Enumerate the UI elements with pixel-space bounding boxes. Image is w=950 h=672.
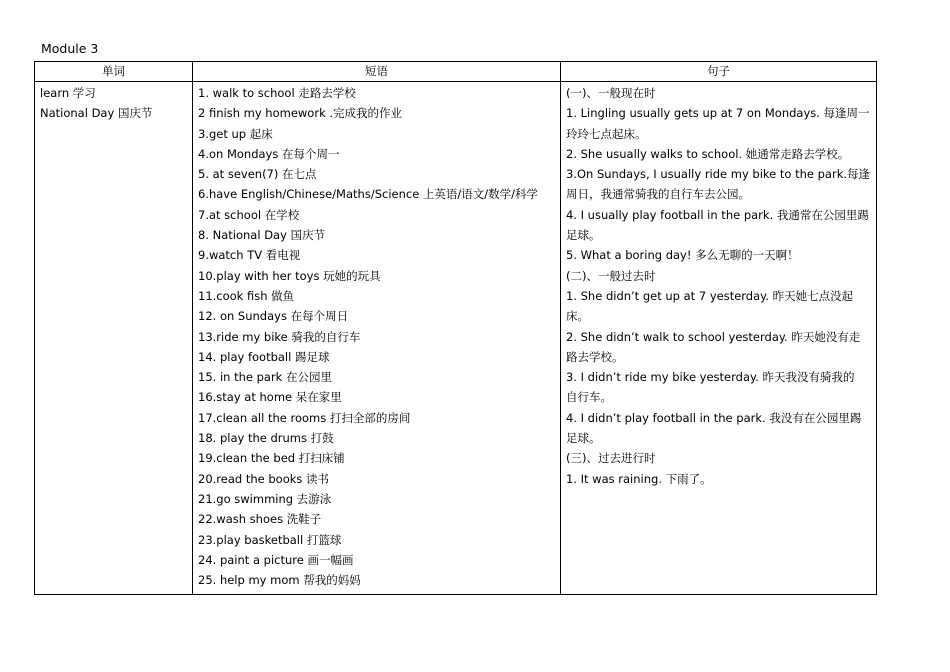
phrase-item: 3.get up 起床 [198,126,273,141]
word-item: learn 学习 [40,86,96,100]
phrase-item: 16.stay at home 呆在家里 [198,390,342,405]
sentence-line: 1. It was raining. 下雨了。 [566,471,712,486]
words-cell [35,82,193,595]
sentence-line: 路去学校。 [566,349,624,364]
phrase-item: 7.at school 在学校 [198,207,300,222]
sentence-line: 3.On Sundays, I usually ride my bike to the park.每逢 [566,167,871,182]
sentence-line: 玲玲七点起床。 [566,126,647,141]
sentence-line: 自行车。 [566,390,612,405]
sentence-line: 1. Lingling usually gets up at 7 on Mondays. 每逢周一 [566,106,870,121]
sentence-line: 2. She usually walks to school. 她通常走路去学校。 [566,146,850,161]
word-item: National Day 国庆节 [40,106,153,121]
header-words: 单词 [35,62,193,82]
phrase-item: 19.clean the bed 打扫床铺 [198,451,345,466]
phrase-item: 14. play football 踢足球 [198,349,330,364]
header-row [35,62,877,82]
phrase-item: 6.have English/Chinese/Maths/Science 上英语/语文/数学/科学 [198,187,539,202]
sentence-line: 周日，我通常骑我的自行车去公园。 [566,187,750,202]
phrase-item: 12. on Sundays 在每个周日 [198,309,349,324]
phrase-item: 17.clean all the rooms 打扫全部的房间 [198,410,411,425]
sentence-line: 5. What a boring day! 多么无聊的一天啊！ [566,248,799,263]
phrase-item: 15. in the park 在公园里 [198,370,333,385]
sentence-line: 3. I didn’t ride my bike yesterday. 昨天我没有骑我的 [566,370,855,385]
phrase-item: 11.cook fish 做鱼 [198,288,295,303]
phrase-item: 2 finish my homework .完成我的作业 [198,106,403,121]
phrase-item: 20.read the books 读书 [198,471,330,486]
sentence-line: 4. I usually play football in the park. 我通常在公园里踢 [566,207,869,222]
phrase-item: 24. paint a picture 画一幅画 [198,552,354,567]
content-row [35,82,877,595]
phrase-item: 8. National Day 国庆节 [198,228,326,243]
header-phrases: 短语 [193,62,561,82]
phrase-item: 25. help my mom 帮我的妈妈 [198,573,361,588]
sentence-line: 足球。 [566,431,601,446]
section-heading-present: (一)、一般现在时 [566,86,656,100]
sentence-line: 2. She didn’t walk to school yesterday. 昨天她没有走 [566,329,861,344]
phrase-item: 13.ride my bike 骑我的自行车 [198,329,361,344]
phrase-item: 1. walk to school 走路去学校 [198,86,356,100]
sentences-cell [561,82,877,595]
phrase-item: 21.go swimming 去游泳 [198,491,332,506]
phrase-item: 4.on Mondays 在每个周一 [198,146,340,161]
sentence-line: 4. I didn’t play football in the park. 我没有在公园里踢 [566,410,862,425]
phrase-item: 22.wash shoes 洗鞋子 [198,512,322,527]
sentence-line: 1. She didn’t get up at 7 yesterday. 昨天她七点没起 [566,288,854,303]
phrase-item: 5. at seven(7) 在七点 [198,167,317,182]
phrases-cell [193,82,561,595]
phrase-item: 23.play basketball 打篮球 [198,532,342,547]
phrase-item: 18. play the drums 打鼓 [198,431,334,446]
sentence-line: 床。 [566,309,589,324]
section-heading-past: (二)、一般过去时 [566,268,656,283]
section-heading-past-continuous: (三)、过去进行时 [566,451,656,466]
vocabulary-table [34,61,877,595]
sentence-line: 足球。 [566,228,601,243]
header-sentences: 句子 [561,62,877,82]
module-title: Module 3 [41,41,99,56]
phrase-item: 10.play with her toys 玩她的玩具 [198,268,381,283]
phrase-item: 9.watch TV 看电视 [198,248,301,263]
